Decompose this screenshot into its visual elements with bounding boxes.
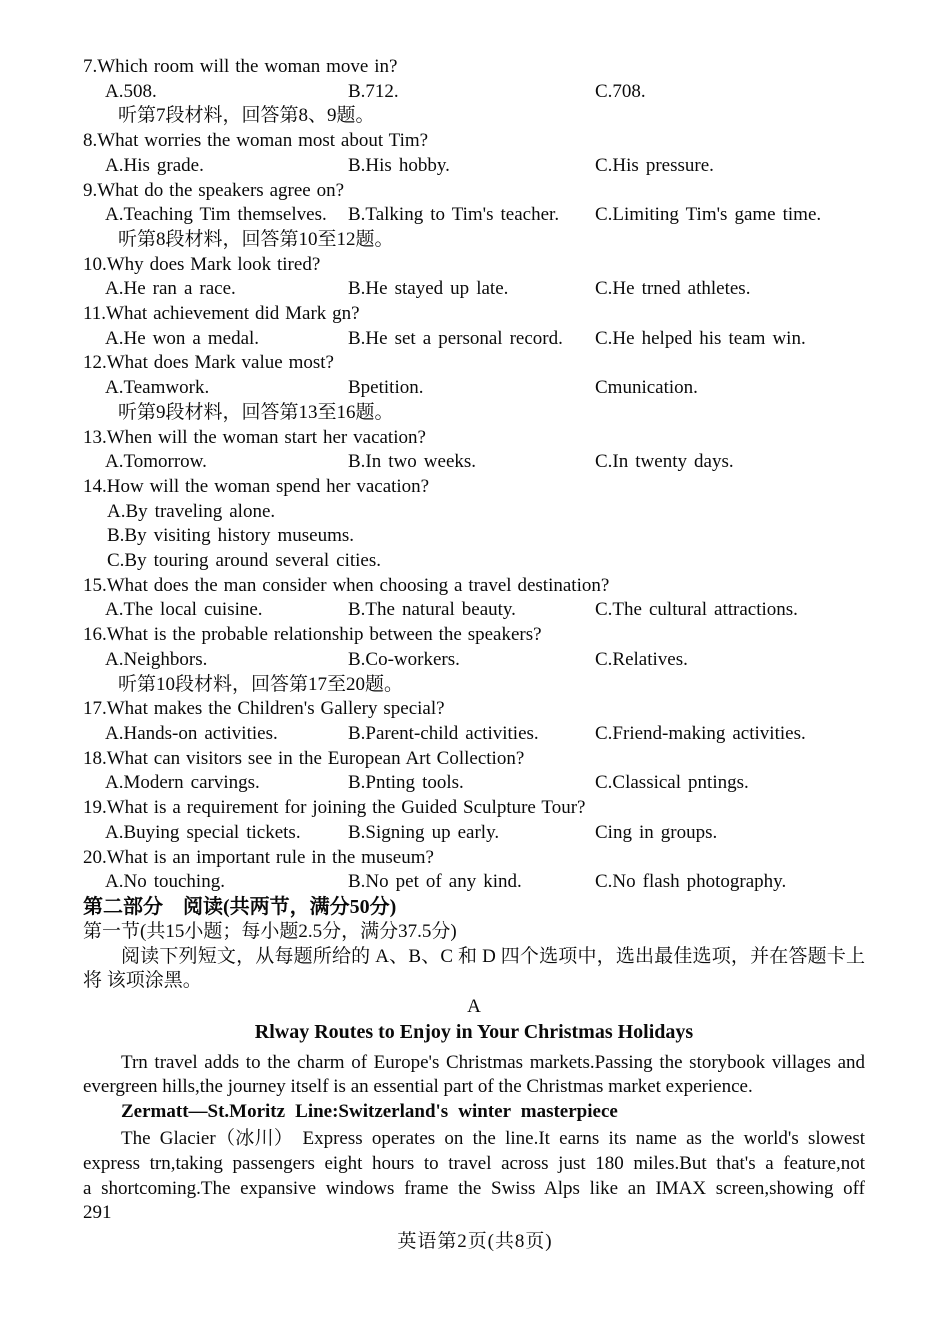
options-row	[83, 648, 865, 673]
option-b: B.Parent-child activities.	[348, 722, 539, 744]
options-row	[83, 870, 865, 895]
option-a: A.Tomorrow.	[105, 451, 207, 473]
option-a: A.Neighbors.	[105, 648, 208, 670]
passage-paragraph-2: The Glacier（冰川） Express operates on the line.It earns its name as the world's slowest express trn,taking passengers eight hours to travel across just 180 miles.But that's a feature,not a shortcoming.The expansive windows frame the Swiss Alps like an IMAX screen,showing off 291	[83, 1128, 865, 1224]
option-b: B.No pet of any kind.	[348, 871, 522, 893]
option-c: C.He trned athletes.	[595, 278, 751, 300]
option-b: B.Signing up early.	[348, 821, 500, 843]
question-text: 15.What does the man consider when choosing a travel destination?	[83, 574, 610, 596]
question-text: 17.What makes the Children's Gallery special?	[83, 698, 445, 720]
options-row	[83, 722, 865, 747]
option-c: C.Classical pntings.	[595, 772, 749, 794]
question-text: 10.Why does Mark look tired?	[83, 253, 321, 275]
option-a: A.His grade.	[105, 154, 204, 176]
reading-section	[83, 895, 865, 1226]
option-a: A.The local cuisine.	[105, 599, 263, 621]
question-text: 11.What achievement did Mark gn?	[83, 303, 360, 325]
passage-subheading: Zermatt—St.Moritz Line:Switzerland's winter masterpiece	[121, 1101, 618, 1123]
option-a: A.Teaching Tim themselves.	[105, 204, 327, 226]
option-a: A.508.	[105, 80, 157, 102]
question-text: 19.What is a requirement for joining the Guided Sculpture Tour?	[83, 797, 586, 819]
option-c: C.Limiting Tim's game time.	[595, 204, 822, 226]
question-text: 14.How will the woman spend her vacation?	[83, 475, 430, 497]
options-row	[83, 821, 865, 846]
option-c: C.Relatives.	[595, 648, 688, 670]
option-a: A.He ran a race.	[105, 278, 236, 300]
option-b: B.The natural beauty.	[348, 599, 516, 621]
options-row	[83, 203, 865, 228]
option-b: B.Talking to Tim's teacher.	[348, 204, 560, 226]
option-a: A.Buying special tickets.	[105, 821, 301, 843]
option-a: A.No touching.	[105, 871, 225, 893]
question-text: 16.What is the probable relationship between the speakers?	[83, 624, 542, 646]
option-c: C.In twenty days.	[595, 451, 734, 473]
part2-heading: 第二部分 阅读(共两节，满分50分)	[83, 895, 397, 918]
option-a: A.Hands-on activities.	[105, 722, 278, 744]
option-a: A.He won a medal.	[105, 327, 260, 349]
option-b: B.Co-workers.	[348, 648, 460, 670]
option-b: B.He stayed up late.	[348, 278, 509, 300]
options-row	[83, 80, 865, 105]
option-c: Cmunication.	[595, 377, 698, 399]
question-text: 9.What do the speakers agree on?	[83, 179, 345, 201]
option-c: C.708.	[595, 80, 646, 102]
option-c: C.Friend-making activities.	[595, 722, 806, 744]
listening-note: 听第8段材料，回答第10至12题。	[118, 228, 394, 250]
option-b: B.His hobby.	[348, 154, 450, 176]
question-text: 18.What can visitors see in the European Art Collection?	[83, 747, 525, 769]
options-row	[83, 154, 865, 179]
listening-note: 听第7段材料，回答第8、9题。	[118, 105, 375, 127]
option-b: B.712.	[348, 80, 399, 102]
options-row	[83, 771, 865, 796]
option-c: C.No flash photography.	[595, 871, 787, 893]
option-c: C.The cultural attractions.	[595, 599, 798, 621]
option-a: A.Teamwork.	[105, 377, 210, 399]
listening-note: 听第9段材料，回答第13至16题。	[118, 401, 394, 423]
question-text: 20.What is an important rule in the museum?	[83, 846, 434, 868]
options-row	[83, 376, 865, 401]
option-c: Cing in groups.	[595, 821, 718, 843]
listening-section	[83, 55, 865, 895]
section1-heading: 第一节(共15小题；每小题2.5分，满分37.5分)	[83, 920, 457, 942]
options-row	[83, 598, 865, 623]
option-b: B.He set a personal record.	[348, 327, 563, 349]
question-text: 13.When will the woman start her vacation?	[83, 426, 426, 448]
option-c: C.He helped his team win.	[595, 327, 806, 349]
options-row	[83, 450, 865, 475]
option-c: C.His pressure.	[595, 154, 714, 176]
option-b: B.In two weeks.	[348, 451, 477, 473]
reading-instructions: 阅读下列短文，从每题所给的 A、B、C 和 D 四个选项中，选出最佳选项，并在答题卡上将 该项涂黑。	[83, 945, 865, 992]
options-row	[83, 277, 865, 302]
option-stacked: A.By traveling alone.	[107, 500, 276, 522]
question-text: 8.What worries the woman most about Tim?	[83, 130, 429, 152]
option-b: Bpetition.	[348, 377, 424, 399]
option-a: A.Modern carvings.	[105, 772, 260, 794]
passage-title: Rlway Routes to Enjoy in Your Christmas Holidays	[254, 1020, 694, 1043]
passage-label: A	[467, 996, 481, 1018]
question-text: 7.Which room will the woman move in?	[83, 56, 398, 77]
option-b: B.Pnting tools.	[348, 772, 464, 794]
passage-paragraph-1: Trn travel adds to the charm of Europe's Christmas markets.Passing the storybook villages and evergreen hills,the journey itself is an essential part of the Christmas market experience.	[83, 1051, 865, 1098]
option-stacked: B.By visiting history museums.	[107, 525, 355, 547]
page-footer: 英语第2页(共8页)	[397, 1231, 553, 1252]
listening-note: 听第10段材料，回答第17至20题。	[118, 673, 404, 695]
question-text: 12.What does Mark value most?	[83, 352, 334, 374]
options-row	[83, 327, 865, 352]
option-stacked: C.By touring around several cities.	[107, 550, 382, 572]
